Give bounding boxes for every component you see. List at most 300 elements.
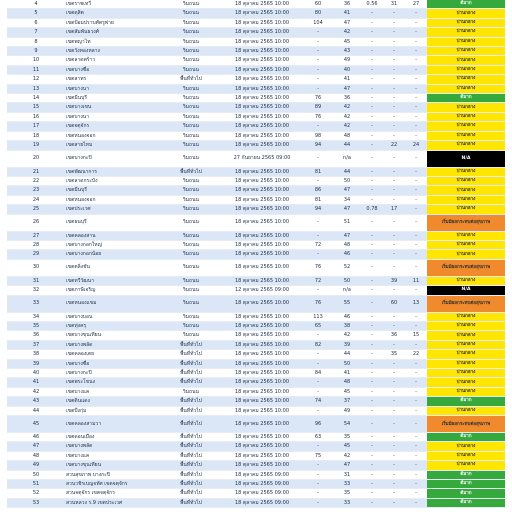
value-4: - bbox=[383, 489, 405, 498]
measured-at: 18 ตุลาคม 2565 10:00 bbox=[221, 276, 303, 285]
station-type: พื้นที่ทั่วไป bbox=[161, 442, 221, 451]
value-1: - bbox=[303, 350, 333, 359]
value-4: - bbox=[383, 131, 405, 140]
value-4: 31 bbox=[383, 0, 405, 9]
value-3: - bbox=[361, 433, 383, 442]
station-type: พื้นที่ทั่วไป bbox=[161, 461, 221, 470]
value-2: 47 bbox=[333, 461, 361, 470]
row-number: 53 bbox=[7, 498, 65, 507]
value-1: - bbox=[303, 286, 333, 295]
station-type: ริมถนน bbox=[161, 214, 221, 231]
quality-level-badge: ปานกลาง bbox=[427, 75, 505, 84]
station-type: ริมถนน bbox=[161, 176, 221, 185]
table-row bbox=[7, 433, 505, 442]
quality-level-badge: ปานกลาง bbox=[427, 387, 505, 396]
table-row bbox=[7, 112, 505, 121]
value-3: - bbox=[361, 470, 383, 479]
value-1: - bbox=[303, 122, 333, 131]
district-name: เขตบางพลัด bbox=[65, 442, 161, 451]
quality-level-badge: ปานกลาง bbox=[427, 47, 505, 56]
district-name: เขตวังทองหลาง bbox=[65, 47, 161, 56]
table-row bbox=[7, 369, 505, 378]
row-number: 14 bbox=[7, 94, 65, 103]
value-4: - bbox=[383, 150, 405, 167]
measured-at: 18 ตุลาคม 2565 10:00 bbox=[221, 195, 303, 204]
measured-at: 18 ตุลาคม 2565 09:00 bbox=[221, 489, 303, 498]
row-number: 52 bbox=[7, 489, 65, 498]
value-4: - bbox=[383, 340, 405, 349]
value-1: - bbox=[303, 250, 333, 259]
value-4: 60 bbox=[383, 295, 405, 312]
value-2: 44 bbox=[333, 167, 361, 176]
value-5: - bbox=[405, 231, 427, 240]
district-name: เขตดินแดง bbox=[65, 397, 161, 406]
value-5: - bbox=[405, 186, 427, 195]
value-1: 76 bbox=[303, 112, 333, 121]
value-4: - bbox=[383, 75, 405, 84]
row-number: 10 bbox=[7, 56, 65, 65]
value-1: 76 bbox=[303, 295, 333, 312]
value-5: - bbox=[405, 167, 427, 176]
value-3: - bbox=[361, 103, 383, 112]
value-3: - bbox=[361, 141, 383, 150]
value-3: - bbox=[361, 406, 383, 415]
value-5: - bbox=[405, 84, 427, 93]
value-4: - bbox=[383, 451, 405, 460]
value-2: 41 bbox=[333, 369, 361, 378]
table-row bbox=[7, 150, 505, 167]
value-3: - bbox=[361, 37, 383, 46]
value-4: - bbox=[383, 250, 405, 259]
table-row bbox=[7, 250, 505, 259]
measured-at: 18 ตุลาคม 2565 10:00 bbox=[221, 9, 303, 18]
district-name: เขตทวีวัฒนา bbox=[65, 276, 161, 285]
value-2: 47 bbox=[333, 18, 361, 27]
table-row bbox=[7, 416, 505, 433]
measured-at: 18 ตุลาคม 2565 10:00 bbox=[221, 47, 303, 56]
value-1: 81 bbox=[303, 167, 333, 176]
value-3: - bbox=[361, 451, 383, 460]
table-row bbox=[7, 65, 505, 74]
measured-at: 18 ตุลาคม 2565 10:00 bbox=[221, 369, 303, 378]
value-5: - bbox=[405, 489, 427, 498]
value-1: 75 bbox=[303, 451, 333, 460]
station-type: ริมถนน bbox=[161, 276, 221, 285]
value-3: 0.78 bbox=[361, 205, 383, 214]
district-name: เขตหนองจอก bbox=[65, 195, 161, 204]
quality-level-badge: ปานกลาง bbox=[427, 112, 505, 121]
value-2: 34 bbox=[333, 195, 361, 204]
table-row bbox=[7, 378, 505, 387]
quality-level-badge: ปานกลาง bbox=[427, 56, 505, 65]
value-3: - bbox=[361, 250, 383, 259]
value-3: - bbox=[361, 387, 383, 396]
station-type: ริมถนน bbox=[161, 321, 221, 330]
value-4: - bbox=[383, 195, 405, 204]
value-3: 0.56 bbox=[361, 0, 383, 9]
quality-level-badge: ดีมาก bbox=[427, 498, 505, 507]
value-2: n/a bbox=[333, 150, 361, 167]
value-5: - bbox=[405, 498, 427, 507]
value-4: - bbox=[383, 470, 405, 479]
value-1: - bbox=[303, 214, 333, 231]
value-5: 11 bbox=[405, 276, 427, 285]
value-5: - bbox=[405, 378, 427, 387]
measured-at: 18 ตุลาคม 2565 10:00 bbox=[221, 312, 303, 321]
row-number: 33 bbox=[7, 295, 65, 312]
measured-at: 18 ตุลาคม 2565 10:00 bbox=[221, 433, 303, 442]
measured-at: 18 ตุลาคม 2565 09:00 bbox=[221, 480, 303, 489]
quality-level-badge: ปานกลาง bbox=[427, 131, 505, 140]
district-name: เขตบางบอน bbox=[65, 312, 161, 321]
value-1: - bbox=[303, 470, 333, 479]
measured-at: 18 ตุลาคม 2565 10:00 bbox=[221, 451, 303, 460]
value-2: 36 bbox=[333, 94, 361, 103]
station-type: พื้นที่ทั่วไป bbox=[161, 489, 221, 498]
value-1: - bbox=[303, 461, 333, 470]
value-4: - bbox=[383, 480, 405, 489]
value-3: - bbox=[361, 9, 383, 18]
quality-level-badge: ปานกลาง bbox=[427, 240, 505, 249]
quality-level-badge: เริ่มมีผลกระทบต่อสุขภาพ bbox=[427, 295, 505, 312]
district-name: เขตบางกอกใหญ่ bbox=[65, 240, 161, 249]
measured-at: 18 ตุลาคม 2565 10:00 bbox=[221, 259, 303, 276]
table-row bbox=[7, 176, 505, 185]
quality-level-badge: ปานกลาง bbox=[427, 84, 505, 93]
row-number: 32 bbox=[7, 286, 65, 295]
quality-level-badge: ปานกลาง bbox=[427, 18, 505, 27]
station-type: ริมถนน bbox=[161, 18, 221, 27]
station-type: ริมถนน bbox=[161, 0, 221, 9]
measured-at: 18 ตุลาคม 2565 10:00 bbox=[221, 167, 303, 176]
station-type: พื้นที่ทั่วไป bbox=[161, 350, 221, 359]
value-2: 47 bbox=[333, 186, 361, 195]
quality-level-badge: ปานกลาง bbox=[427, 141, 505, 150]
measured-at: 18 ตุลาคม 2565 10:00 bbox=[221, 416, 303, 433]
table-row bbox=[7, 205, 505, 214]
quality-level-badge: ปานกลาง bbox=[427, 331, 505, 340]
row-number: 50 bbox=[7, 470, 65, 479]
station-type: ริมถนน bbox=[161, 47, 221, 56]
row-number: 12 bbox=[7, 75, 65, 84]
value-2: 43 bbox=[333, 47, 361, 56]
quality-level-badge: N/A bbox=[427, 150, 505, 167]
value-5: - bbox=[405, 18, 427, 27]
district-name: เขตบางนา bbox=[65, 84, 161, 93]
value-1: 84 bbox=[303, 369, 333, 378]
station-type: พื้นที่ทั่วไป bbox=[161, 167, 221, 176]
value-3: - bbox=[361, 321, 383, 330]
value-1: 72 bbox=[303, 240, 333, 249]
value-2: 39 bbox=[333, 340, 361, 349]
station-type: ริมถนน bbox=[161, 122, 221, 131]
measured-at: 18 ตุลาคม 2565 10:00 bbox=[221, 131, 303, 140]
value-2: 51 bbox=[333, 214, 361, 231]
table-row bbox=[7, 470, 505, 479]
table-row bbox=[7, 47, 505, 56]
quality-level-badge: ดีมาก bbox=[427, 433, 505, 442]
table-row bbox=[7, 406, 505, 415]
value-3: - bbox=[361, 150, 383, 167]
quality-level-badge: เริ่มมีผลกระทบต่อสุขภาพ bbox=[427, 214, 505, 231]
value-3: - bbox=[361, 259, 383, 276]
value-3: - bbox=[361, 480, 383, 489]
value-3: - bbox=[361, 112, 383, 121]
table-row bbox=[7, 331, 505, 340]
row-number: 25 bbox=[7, 205, 65, 214]
value-3: - bbox=[361, 122, 383, 131]
district-name: เขตบางกะปิ bbox=[65, 150, 161, 167]
station-type: พื้นที่ทั่วไป bbox=[161, 406, 221, 415]
value-5: - bbox=[405, 131, 427, 140]
row-number: 45 bbox=[7, 416, 65, 433]
value-2: 50 bbox=[333, 359, 361, 368]
value-5: - bbox=[405, 240, 427, 249]
value-2: 37 bbox=[333, 397, 361, 406]
quality-level-badge: ดีมาก bbox=[427, 480, 505, 489]
value-1: - bbox=[303, 150, 333, 167]
station-type: พื้นที่ทั่วไป bbox=[161, 498, 221, 507]
table-row bbox=[7, 359, 505, 368]
district-name: เขตบางแค bbox=[65, 451, 161, 460]
row-number: 17 bbox=[7, 122, 65, 131]
value-2: 45 bbox=[333, 37, 361, 46]
table-row bbox=[7, 195, 505, 204]
value-1: - bbox=[303, 176, 333, 185]
station-type: ริมถนน bbox=[161, 331, 221, 340]
value-5: 13 bbox=[405, 295, 427, 312]
value-5: - bbox=[405, 122, 427, 131]
measured-at: 18 ตุลาคม 2565 09:00 bbox=[221, 498, 303, 507]
value-4: - bbox=[383, 47, 405, 56]
value-5: - bbox=[405, 397, 427, 406]
quality-level-badge: ปานกลาง bbox=[427, 65, 505, 74]
row-number: 37 bbox=[7, 340, 65, 349]
quality-level-badge: ปานกลาง bbox=[427, 205, 505, 214]
value-1: 89 bbox=[303, 103, 333, 112]
quality-level-badge: เริ่มมีผลกระทบต่อสุขภาพ bbox=[427, 259, 505, 276]
value-3: - bbox=[361, 295, 383, 312]
row-number: 22 bbox=[7, 176, 65, 185]
station-type: พื้นที่ทั่วไป bbox=[161, 359, 221, 368]
district-name: เขตมีนบุรี bbox=[65, 186, 161, 195]
value-3: - bbox=[361, 28, 383, 37]
value-1: - bbox=[303, 56, 333, 65]
table-row bbox=[7, 397, 505, 406]
quality-level-badge: ปานกลาง bbox=[427, 167, 505, 176]
row-number: 36 bbox=[7, 331, 65, 340]
value-1: - bbox=[303, 480, 333, 489]
value-3: - bbox=[361, 312, 383, 321]
value-4: - bbox=[383, 112, 405, 121]
value-4: - bbox=[383, 259, 405, 276]
row-number: 44 bbox=[7, 406, 65, 415]
value-2: 35 bbox=[333, 433, 361, 442]
quality-level-badge: ปานกลาง bbox=[427, 340, 505, 349]
table-row bbox=[7, 84, 505, 93]
row-number: 16 bbox=[7, 112, 65, 121]
value-3: - bbox=[361, 416, 383, 433]
row-number: 34 bbox=[7, 312, 65, 321]
value-5: - bbox=[405, 433, 427, 442]
value-4: - bbox=[383, 461, 405, 470]
measured-at: 18 ตุลาคม 2565 10:00 bbox=[221, 186, 303, 195]
district-name: เขตตลิ่งชัน bbox=[65, 259, 161, 276]
measured-at: 18 ตุลาคม 2565 10:00 bbox=[221, 84, 303, 93]
table-row bbox=[7, 321, 505, 330]
value-4: - bbox=[383, 442, 405, 451]
measured-at: 18 ตุลาคม 2565 10:00 bbox=[221, 0, 303, 9]
value-5: - bbox=[405, 214, 427, 231]
value-4: - bbox=[383, 321, 405, 330]
value-4: 36 bbox=[383, 331, 405, 340]
row-number: 35 bbox=[7, 321, 65, 330]
value-2: n/a bbox=[333, 286, 361, 295]
value-5: - bbox=[405, 65, 427, 74]
measured-at: 18 ตุลาคม 2565 10:00 bbox=[221, 18, 303, 27]
value-3: - bbox=[361, 378, 383, 387]
quality-level-badge: ปานกลาง bbox=[427, 176, 505, 185]
table-row bbox=[7, 312, 505, 321]
table-row bbox=[7, 340, 505, 349]
value-2: 36 bbox=[333, 0, 361, 9]
measured-at: 18 ตุลาคม 2565 10:00 bbox=[221, 122, 303, 131]
measured-at: 18 ตุลาคม 2565 10:00 bbox=[221, 240, 303, 249]
table-row bbox=[7, 498, 505, 507]
value-3: - bbox=[361, 498, 383, 507]
district-name: เขตบางพลัด bbox=[65, 340, 161, 349]
value-1: 72 bbox=[303, 276, 333, 285]
value-5: - bbox=[405, 470, 427, 479]
station-type: ริมถนน bbox=[161, 186, 221, 195]
quality-level-badge: ปานกลาง bbox=[427, 378, 505, 387]
value-2: 49 bbox=[333, 406, 361, 415]
value-3: - bbox=[361, 84, 383, 93]
quality-level-badge: ดีมาก bbox=[427, 470, 505, 479]
value-3: - bbox=[361, 359, 383, 368]
quality-level-badge: ปานกลาง bbox=[427, 37, 505, 46]
table-row bbox=[7, 231, 505, 240]
station-type: ริมถนน bbox=[161, 84, 221, 93]
quality-level-badge: N/A bbox=[427, 286, 505, 295]
district-name: เขตบึงกุ่ม bbox=[65, 406, 161, 415]
value-2: 40 bbox=[333, 65, 361, 74]
value-1: 86 bbox=[303, 186, 333, 195]
measured-at: 12 ตุลาคม 2565 09:00 bbox=[221, 286, 303, 295]
station-type: ริมถนน bbox=[161, 259, 221, 276]
district-name: เขตบางขุนเทียน bbox=[65, 331, 161, 340]
table-row bbox=[7, 122, 505, 131]
row-number: 47 bbox=[7, 442, 65, 451]
district-name: เขตบางกะปิ bbox=[65, 369, 161, 378]
value-4: - bbox=[383, 231, 405, 240]
district-name: เขตบางแค bbox=[65, 387, 161, 396]
row-number: 27 bbox=[7, 231, 65, 240]
quality-level-badge: ปานกลาง bbox=[427, 186, 505, 195]
value-2: 50 bbox=[333, 276, 361, 285]
value-5: - bbox=[405, 406, 427, 415]
row-number: 49 bbox=[7, 461, 65, 470]
value-4: - bbox=[383, 18, 405, 27]
table-row bbox=[7, 56, 505, 65]
station-type: ริมถนน bbox=[161, 56, 221, 65]
value-5: - bbox=[405, 259, 427, 276]
value-2: 52 bbox=[333, 259, 361, 276]
quality-level-badge: ปานกลาง bbox=[427, 321, 505, 330]
value-2: 33 bbox=[333, 498, 361, 507]
district-name: เขตราชเทวี bbox=[65, 0, 161, 9]
district-name: เขตบางขุนเทียน bbox=[65, 461, 161, 470]
value-4: - bbox=[383, 214, 405, 231]
value-2: 48 bbox=[333, 240, 361, 249]
value-1: 104 bbox=[303, 18, 333, 27]
value-4: - bbox=[383, 28, 405, 37]
district-name: สวนวชิรเบญจทัศ เขตจตุจักร bbox=[65, 480, 161, 489]
value-3: - bbox=[361, 195, 383, 204]
quality-level-badge: ปานกลาง bbox=[427, 312, 505, 321]
quality-level-badge: ดีมาก bbox=[427, 489, 505, 498]
row-number: 42 bbox=[7, 387, 65, 396]
station-type: ริมถนน bbox=[161, 250, 221, 259]
air-quality-table bbox=[7, 0, 505, 508]
value-2: 41 bbox=[333, 75, 361, 84]
value-5: 24 bbox=[405, 141, 427, 150]
value-1: 65 bbox=[303, 321, 333, 330]
value-1: - bbox=[303, 331, 333, 340]
station-type: ริมถนน bbox=[161, 312, 221, 321]
value-1: 76 bbox=[303, 259, 333, 276]
quality-level-badge: ปานกลาง bbox=[427, 369, 505, 378]
district-name: เขตมีนบุรี bbox=[65, 94, 161, 103]
value-2: 35 bbox=[333, 489, 361, 498]
row-number: 39 bbox=[7, 359, 65, 368]
district-name: เขตทุ่งครุ bbox=[65, 321, 161, 330]
district-name: เขตลาดกระบัง bbox=[65, 176, 161, 185]
measured-at: 18 ตุลาคม 2565 10:00 bbox=[221, 350, 303, 359]
value-1: - bbox=[303, 47, 333, 56]
value-4: - bbox=[383, 37, 405, 46]
table-row bbox=[7, 131, 505, 140]
value-2: 42 bbox=[333, 122, 361, 131]
value-4: - bbox=[383, 176, 405, 185]
value-3: - bbox=[361, 214, 383, 231]
value-4: - bbox=[383, 286, 405, 295]
value-2: 47 bbox=[333, 231, 361, 240]
value-1: 96 bbox=[303, 416, 333, 433]
value-1: 94 bbox=[303, 205, 333, 214]
value-1: - bbox=[303, 489, 333, 498]
value-1: - bbox=[303, 65, 333, 74]
district-name: สวนจตุจักร เขตจตุจักร bbox=[65, 489, 161, 498]
row-number: 26 bbox=[7, 214, 65, 231]
value-2: 48 bbox=[333, 131, 361, 140]
table-row bbox=[7, 259, 505, 276]
row-number: 19 bbox=[7, 141, 65, 150]
quality-level-badge: ปานกลาง bbox=[427, 195, 505, 204]
table-row bbox=[7, 350, 505, 359]
value-5: - bbox=[405, 387, 427, 396]
quality-level-badge: ปานกลาง bbox=[427, 103, 505, 112]
value-1: 80 bbox=[303, 9, 333, 18]
value-2: 45 bbox=[333, 387, 361, 396]
value-1: - bbox=[303, 387, 333, 396]
value-1: - bbox=[303, 442, 333, 451]
value-1: 60 bbox=[303, 0, 333, 9]
value-3: - bbox=[361, 340, 383, 349]
value-5: - bbox=[405, 176, 427, 185]
row-number: 24 bbox=[7, 195, 65, 204]
district-name: เขตภาษีเจริญ bbox=[65, 286, 161, 295]
